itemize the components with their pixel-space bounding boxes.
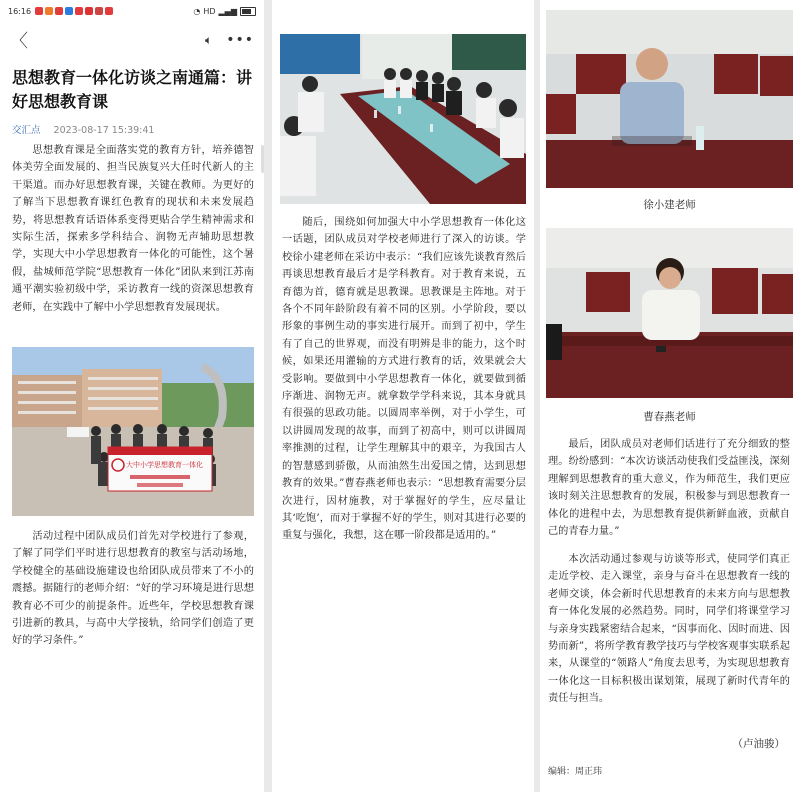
status-bar bbox=[0, 0, 264, 22]
wifi-icon: ◔ bbox=[193, 6, 201, 16]
signal-icon: ▂▄▆ bbox=[218, 6, 237, 16]
paragraph-conclusion: 本次活动通过参观与访谈等形式，使同学们真正走近学校、走入课堂，亲身与奋斗在思想教育一线的老师交谈，体会新时代思想教育的未来方向与思想教育一体化发展的必然趋势。同时，同学们将课堂学习与亲身实践紧密结合起来，“因事而化、因时而进、因势而新”，将所学教育教学技巧与学校客观事实联系起来，从课堂的“领路人”角度去思考，为实现思想教育一体化这一目标积极出谋划策，展现了新时代青年的责任与担当。 bbox=[548, 554, 790, 705]
meeting-photo bbox=[280, 34, 526, 204]
teacher-xu-image bbox=[546, 10, 793, 188]
article-column-3 bbox=[540, 0, 799, 792]
meeting-photo-image bbox=[280, 34, 526, 204]
paragraph-interview: 随后，围绕如何加强大中小学思想教育一体化这一话题，团队成员对学校老师进行了深入的访谈。学校徐小建老师在采访中表示：“我们应该先谈教育然后再谈思想教育最后才是学科教育。对于教育来说，五育德为首，德育就是思教课。思教课是主阵地。对于各个不同年龄阶段有着不同的区别。小学阶段，要以形象的事例生动的事实进行展开。而到了初中，学生有了自己的世界观，而没有明辨是非的能力，这个时候，如果还用灌输的方式进行教育的话，效果就会大受影响。要做到中小学思想教育一体化，就要做到循序渐进、润物无声。就拿数学学科来说，其本身就具有很强的思政功能。以圆周率举例，对于小学生，可以讲圆周发现的故事，而到了初高中，则可以讲圆周率推测的过程，让学生理解其中的艰辛，为我国古人的智慧感到骄傲，从而油然生出爱国之情，达到思想教育的效果。”曹春燕老师也表示：“思想教育需要分层次进行，因材施教，对于掌握好的学生，应尽量让其‘吃饱’，而对于掌握不好的学生，则对其进行必要的重复与强化，我想，这在哪一阶段都是适用的。” bbox=[282, 217, 526, 542]
article-column-2 bbox=[272, 0, 534, 792]
teacher-cao-image bbox=[546, 228, 793, 398]
paragraph-summary: 最后，团队成员对老师们话进行了充分细致的整理。纷纷感到：“本次访谈活动使我们受益匪浅，深刻理解到思想教育的重大意义，作为师范生，我们更应该时刻关注思想教育的发展，积极参与到思想教育一体化的进程中去，为思想教育提供新鲜血液，贡献自己的青春力量。” bbox=[548, 439, 790, 538]
app-notification-icon bbox=[85, 7, 93, 15]
editor-credit: 编辑：周正玮 bbox=[548, 767, 603, 777]
teacher-cao-photo bbox=[546, 228, 793, 398]
caption-teacher-xu: 徐小建老师 bbox=[643, 199, 696, 211]
paragraph-intro: 思想教育课是全面落实党的教育方针，培养德智体美劳全面发展的、担当民族复兴大任时代新人的主干渠道。而办好思想教育课，关键在教师。为更好的了解当下思想教育课红色教育的现状和未来发展趋势，将思想教育话语体系变得更贴合学生精神需求和实际生活，探索多学科结合、润物无声辅助思想教学，实现大中小学思想教育一体化的可能性，这个暑假，盐城师范学院“思想教育一体化”团队来到江苏南通平潮实验初级中学，采访教育一线的资深思想教育老师，在实践中了解中小学思想教育发展现状。 bbox=[12, 145, 254, 313]
app-notification-icon bbox=[45, 7, 53, 15]
app-notification-icon bbox=[55, 7, 63, 15]
group-photo-image bbox=[12, 347, 254, 516]
notification-icons bbox=[35, 7, 113, 15]
network-label: HD bbox=[203, 6, 216, 16]
teacher-xu-photo bbox=[546, 10, 793, 188]
top-nav bbox=[0, 26, 264, 54]
more-icon[interactable]: ••• bbox=[226, 32, 254, 48]
app-notification-icon bbox=[105, 7, 113, 15]
article-datetime: 2023-08-17 15:39:41 bbox=[53, 125, 155, 136]
banner-text: 大中小学思想教育一体化 bbox=[126, 461, 203, 469]
article-source[interactable]: 交汇点 bbox=[12, 125, 41, 136]
scroll-indicator bbox=[261, 145, 264, 173]
battery-icon bbox=[240, 7, 256, 16]
article-title: 思想教育一体化访谈之南通篇：讲好思想教育课 bbox=[12, 68, 253, 111]
app-notification-icon bbox=[95, 7, 103, 15]
caption-teacher-cao: 曹春燕老师 bbox=[643, 411, 696, 423]
group-photo bbox=[12, 347, 254, 516]
app-notification-icon bbox=[35, 7, 43, 15]
article-meta bbox=[12, 122, 154, 136]
speaker-icon[interactable]: 🔈︎ bbox=[205, 32, 213, 47]
paragraph-visit: 活动过程中团队成员们首先对学校进行了参观，了解了同学们平时进行思想教育的教室与活动场地，学校健全的基础设施建设也给团队成员带来了不小的震撼。据随行的老师介绍：“好的学习环境是进行思想教育必不可少的前提条件。近些年，学校思想教育课引进新的教具，与高中大学接轨，给同学们创造了更好的学习条件。” bbox=[12, 531, 254, 647]
article-column-1 bbox=[0, 0, 264, 792]
back-chevron-left-icon[interactable]: 〈 bbox=[10, 31, 28, 52]
app-notification-icon bbox=[75, 7, 83, 15]
app-notification-icon bbox=[65, 7, 73, 15]
status-time: 16:16 bbox=[8, 6, 32, 16]
author-signature: （卢油骏） bbox=[732, 738, 785, 750]
